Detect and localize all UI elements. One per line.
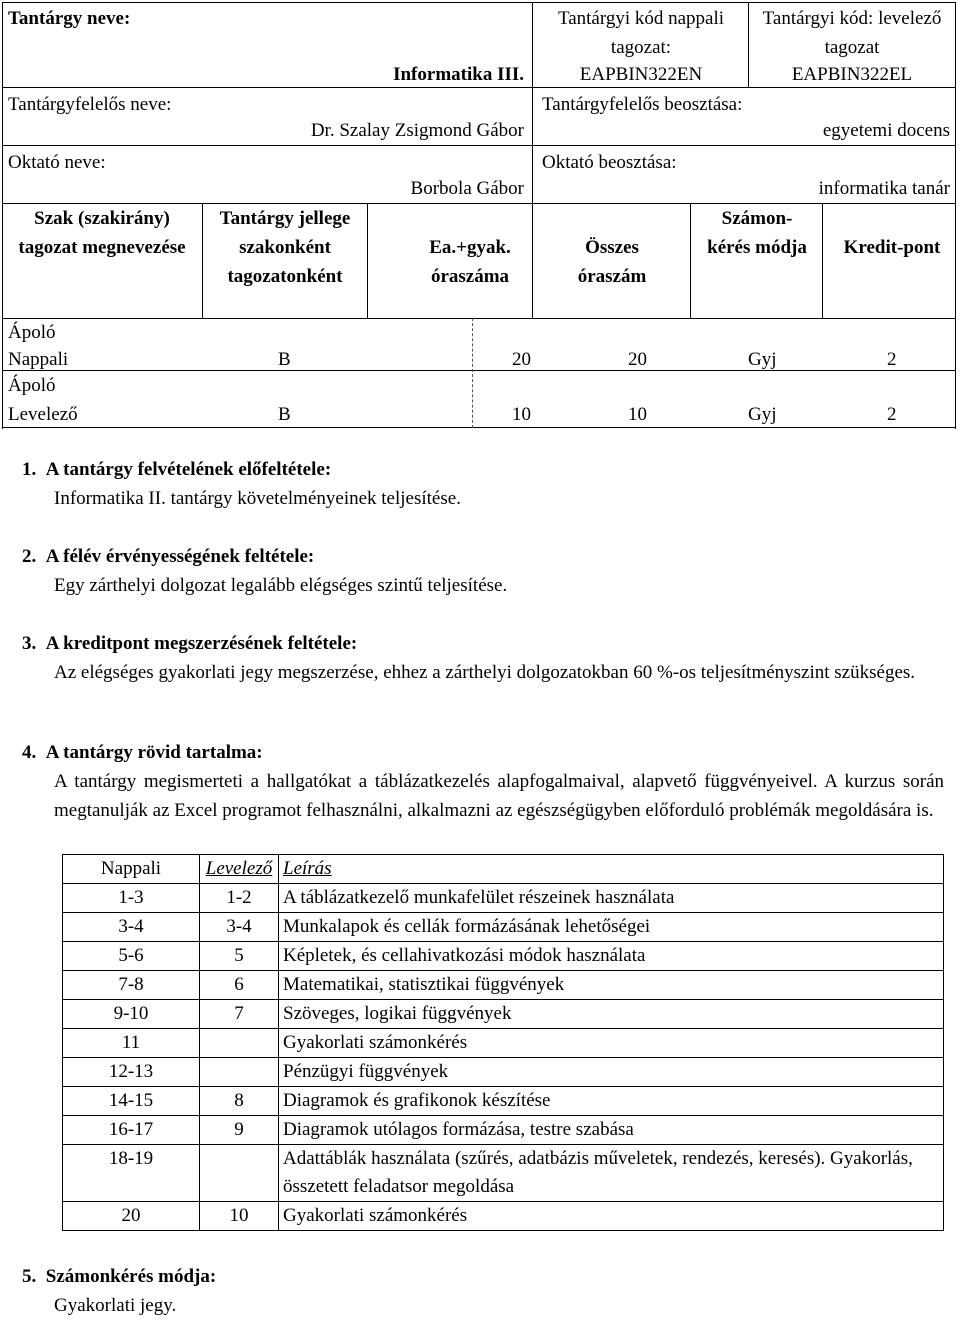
schedule-desc-cell: Diagramok és grafikonok készítése [279,1087,944,1116]
col-header-program: Szak (szakirány) tagozat megnevezése [18,208,186,258]
section-5-number: 5. [22,1266,37,1287]
section-4 [22,738,944,825]
row2-hours: 10 [512,404,531,425]
schedule-corr-cell: 1-2 [200,884,279,913]
schedule-day-cell: 1-3 [63,884,200,913]
row1-total: 20 [628,349,647,370]
row1-credit: 2 [887,349,897,370]
code-day-value: EAPBIN322EN [579,64,703,85]
table-row [63,913,944,942]
schedule-desc-cell: Matematikai, statisztikai függvények [279,971,944,1000]
table-row [63,1202,944,1231]
table-row [63,1058,944,1087]
table-row [63,1029,944,1058]
responsible-position-value: egyetemi docens [822,120,950,141]
table-row [63,1087,944,1116]
teacher-value: Borbola Gábor [410,178,524,199]
col-header-credit: Kredit-pont [843,237,941,258]
schedule-desc-cell: Gyakorlati számonkérés [279,1029,944,1058]
table-row [63,1000,944,1029]
schedule-header-row [63,855,944,884]
section-2 [22,542,944,600]
course-header-table [2,2,956,429]
row2-program-line2: Levelező [8,404,78,425]
table-row [63,971,944,1000]
row2-program-line1: Ápoló [8,375,56,396]
table-row [63,942,944,971]
schedule-day-cell: 14-15 [63,1087,200,1116]
section-4-number: 4. [22,742,37,763]
schedule-day-cell: 18-19 [63,1145,200,1202]
code-day-label: Tantárgyi kód nappali tagozat: [557,8,725,58]
col-header-total: Összes óraszám [577,237,647,287]
schedule-header-day: Nappali [63,855,200,884]
schedule-header-desc-text: Leírás [283,858,332,879]
schedule-desc-cell: Gyakorlati számonkérés [279,1202,944,1231]
code-corr-value: EAPBIN322EL [791,64,913,85]
schedule-corr-cell [200,1145,279,1202]
section-2-body: Egy zárthelyi dolgozat legalább elégséges szintű teljesítése. [54,575,508,596]
responsible-label: Tantárgyfelelős neve: [8,94,172,115]
schedule-header-corr [200,855,279,884]
schedule-corr-cell: 9 [200,1116,279,1145]
section-2-number: 2. [22,546,37,567]
section-4-body: A tantárgy megismerteti a hallgatókat a táblázatkezelés alapfogalmaival, alapvető függvényeivel. A kurzus során megtanulják az Excel programot felhasználni, alkalmazni az egészségügyben előforduló problémák megoldására is. [54,771,944,821]
table-row [63,1145,944,1202]
responsible-position-label: Tantárgyfelelős beosztása: [542,94,743,115]
schedule-table [62,854,944,1231]
schedule-desc-cell: Diagramok utólagos formázása, testre szabása [279,1116,944,1145]
section-1 [22,455,944,513]
schedule-header-corr-text: Levelező [205,858,273,879]
row2-type: B [278,404,291,425]
schedule-corr-cell: 8 [200,1087,279,1116]
schedule-day-cell: 20 [63,1202,200,1231]
schedule-day-cell: 5-6 [63,942,200,971]
section-4-title: A tantárgy rövid tartalma: [45,742,263,763]
section-1-title: A tantárgy felvételének előfeltétele: [45,459,332,480]
row1-program-line2: Nappali [8,349,69,370]
col-header-hours: Ea.+gyak. óraszáma [429,237,511,287]
code-corr-label: Tantárgyi kód: levelező tagozat [762,8,942,58]
section-3-number: 3. [22,633,37,654]
table-row [63,1116,944,1145]
schedule-day-cell: 9-10 [63,1000,200,1029]
schedule-corr-cell: 5 [200,942,279,971]
schedule-header-desc [279,855,944,884]
schedule-day-cell: 11 [63,1029,200,1058]
teacher-label: Oktató neve: [8,152,106,173]
section-5-title: Számonkérés módja: [45,1266,217,1287]
schedule-corr-cell: 7 [200,1000,279,1029]
schedule-day-cell: 16-17 [63,1116,200,1145]
row2-total: 10 [628,404,647,425]
schedule-corr-cell: 10 [200,1202,279,1231]
row1-type: B [278,349,291,370]
schedule-day-cell: 12-13 [63,1058,200,1087]
schedule-desc-cell: Pénzügyi függvények [279,1058,944,1087]
section-3-title: A kreditpont megszerzésének feltétele: [45,633,358,654]
table-row [63,884,944,913]
teacher-position-label: Oktató beosztása: [542,152,677,173]
section-3 [22,629,944,687]
schedule-day-cell: 7-8 [63,971,200,1000]
schedule-corr-cell: 6 [200,971,279,1000]
schedule-desc-cell: Munkalapok és cellák formázásának lehetőségei [279,913,944,942]
col-header-exam: Számon-kérés módja [707,208,807,258]
section-3-body: Az elégséges gyakorlati jegy megszerzése, ehhez a zárthelyi dolgozatokban 60 %-os teljesítményszint szükséges. [54,662,916,683]
row1-hours: 20 [512,349,531,370]
row2-exam: Gyj [748,404,777,425]
responsible-value: Dr. Szalay Zsigmond Gábor [310,120,524,141]
row1-program-line1: Ápoló [8,322,56,343]
col-header-type: Tantárgy jellege szakonként tagozatonként [219,208,351,287]
teacher-position-value: informatika tanár [818,178,950,199]
row1-exam: Gyj [748,349,777,370]
section-5-body: Gyakorlati jegy. [54,1295,177,1316]
schedule-corr-cell [200,1029,279,1058]
section-1-number: 1. [22,459,37,480]
subject-name-value: Informatika III. [393,64,524,85]
subject-name-label: Tantárgy neve: [8,8,131,29]
schedule-day-cell: 3-4 [63,913,200,942]
schedule-desc-cell: A táblázatkezelő munkafelület részeinek használata [279,884,944,913]
schedule-corr-cell: 3-4 [200,913,279,942]
section-5 [22,1262,944,1320]
row2-credit: 2 [887,404,897,425]
schedule-desc-cell: Képletek, és cellahivatkozási módok használata [279,942,944,971]
schedule-desc-cell: Adattáblák használata (szűrés, adatbázis műveletek, rendezés, keresés). Gyakorlás, összetett feladatsor megoldása [279,1145,944,1202]
section-2-title: A félév érvényességének feltétele: [45,546,315,567]
schedule-desc-cell: Szöveges, logikai függvények [279,1000,944,1029]
section-1-body: Informatika II. tantárgy követelményeinek teljesítése. [54,488,461,509]
schedule-corr-cell [200,1058,279,1087]
